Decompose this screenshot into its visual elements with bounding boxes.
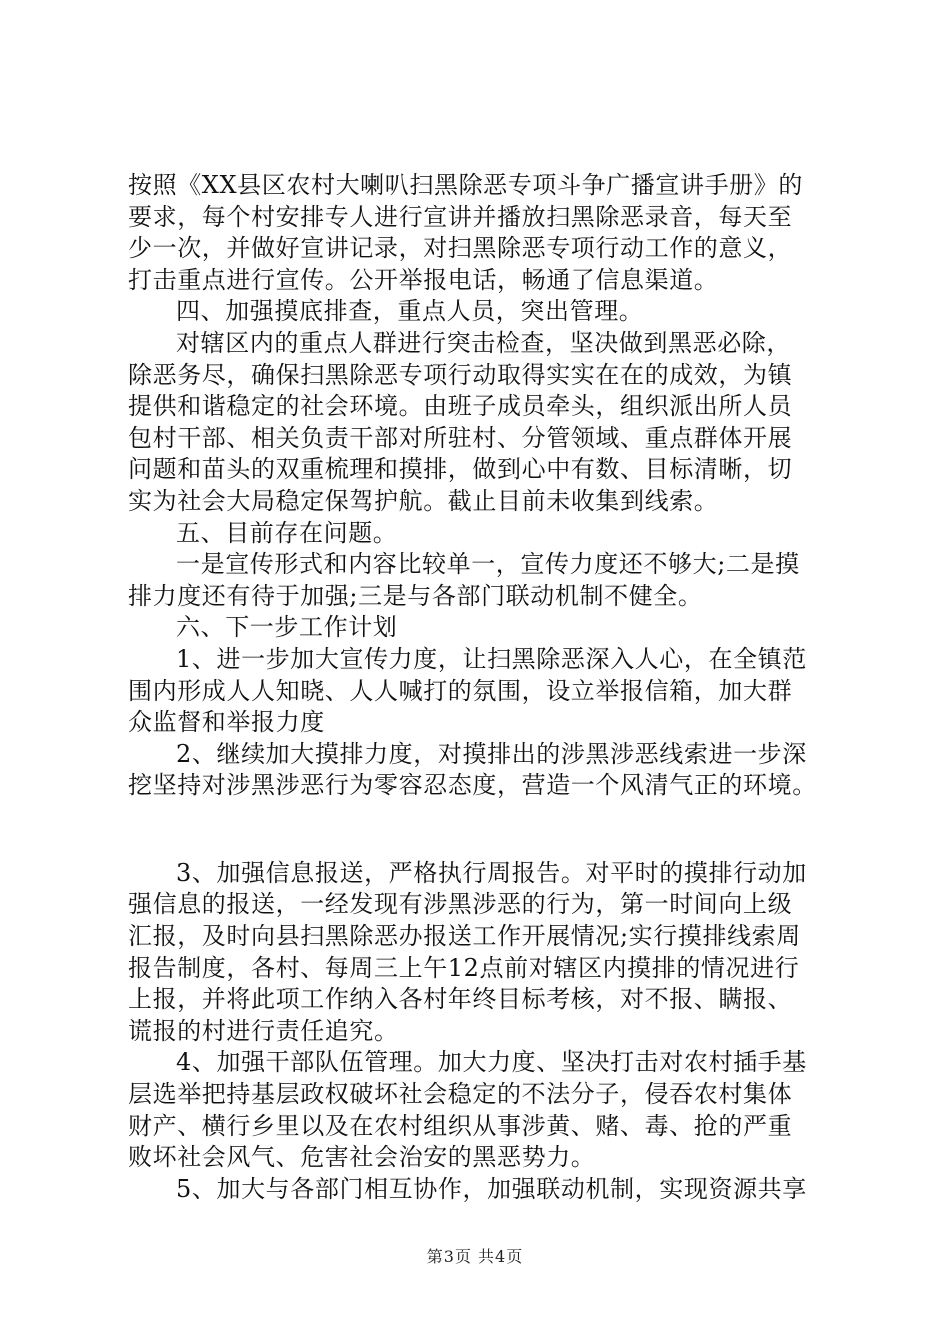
document-body bbox=[128, 170, 828, 1205]
paragraph bbox=[128, 644, 828, 739]
text-line: 2、继续加大摸排力度，对摸排出的涉黑涉恶线索进一步深 bbox=[176, 739, 807, 768]
paragraph bbox=[128, 1047, 828, 1173]
text-line: 除恶务尽，确保扫黑除恶专项行动取得实实在在的成效，为镇 bbox=[128, 360, 793, 389]
text-line: 一是宣传形式和内容比较单一，宣传力度还不够大;二是摸 bbox=[176, 550, 800, 579]
text-line: 排力度还有待于加强;三是与各部门联动机制不健全。 bbox=[128, 581, 703, 610]
text-line: 上报，并将此项工作纳入各村年终目标考核，对不报、瞒报、 bbox=[128, 985, 793, 1014]
page-footer: 第3页 共4页 bbox=[426, 1247, 524, 1266]
text-line: 包村干部、相关负责干部对所驻村、分管领域、重点群体开展 bbox=[128, 423, 793, 452]
text-line: 四、加强摸底排查，重点人员，突出管理。 bbox=[176, 297, 644, 326]
text-line: 要求，每个村安排专人进行宣讲并播放扫黑除恶录音，每天至 bbox=[128, 202, 793, 231]
text-line: 众监督和举报力度 bbox=[128, 708, 325, 737]
text-line: 问题和苗头的双重梳理和摸排，做到心中有数、目标清晰，切 bbox=[128, 455, 793, 484]
text-line: 层选举把持基层政权破坏社会稳定的不法分子，侵吞农村集体 bbox=[128, 1080, 793, 1109]
paragraph bbox=[128, 170, 828, 296]
text-line: 3、加强信息报送，严格执行周报告。对平时的摸排行动加 bbox=[176, 858, 807, 887]
text-line: 挖坚持对涉黑涉恶行为零容忍态度，营造一个风清气正的环境。 bbox=[128, 771, 817, 800]
paragraph bbox=[128, 328, 828, 518]
text-line: 1、进一步加大宣传力度，让扫黑除恶深入人心，在全镇范 bbox=[176, 644, 807, 673]
paragraph bbox=[128, 739, 828, 802]
text-line: 六、下一步工作计划 bbox=[176, 613, 398, 642]
paragraph bbox=[128, 858, 828, 1048]
paragraph bbox=[128, 612, 828, 644]
text-line: 5、加大与各部门相互协作，加强联动机制，实现资源共享 bbox=[176, 1174, 807, 1203]
text-line: 按照《XX县区农村大喇叭扫黑除恶专项斗争广播宣讲手册》的 bbox=[128, 171, 803, 199]
text-line: 谎报的村进行责任追究。 bbox=[128, 1016, 399, 1045]
text-line: 对辖区内的重点人群进行突击检查，坚决做到黑恶必除， bbox=[176, 328, 791, 357]
text-line: 报告制度，各村、每周三上午12点前对辖区内摸排的情况进行 bbox=[128, 953, 800, 982]
text-line: 五、目前存在问题。 bbox=[176, 518, 398, 547]
text-line: 财产、横行乡里以及在农村组织从事涉黄、赌、毒、抢的严重 bbox=[128, 1111, 793, 1140]
text-line: 围内形成人人知晓、人人喊打的氛围，设立举报信箱，加大群 bbox=[128, 676, 793, 705]
text-line: 提供和谐稳定的社会环境。由班子成员牵头，组织派出所人员 bbox=[128, 392, 793, 421]
paragraph bbox=[128, 518, 828, 550]
paragraph-gap bbox=[128, 802, 828, 858]
text-line: 少一次，并做好宣讲记录，对扫黑除恶专项行动工作的意义， bbox=[128, 234, 793, 263]
text-line: 实为社会大局稳定保驾护航。截止目前未收集到线索。 bbox=[128, 486, 719, 515]
text-line: 败坏社会风气、危害社会治安的黑恶势力。 bbox=[128, 1143, 596, 1172]
text-line: 强信息的报送，一经发现有涉黑涉恶的行为，第一时间向上级 bbox=[128, 890, 793, 919]
paragraph bbox=[128, 296, 828, 328]
paragraph bbox=[128, 1174, 828, 1206]
paragraph bbox=[128, 549, 828, 612]
text-line: 打击重点进行宣传。公开举报电话，畅通了信息渠道。 bbox=[128, 265, 719, 294]
text-line: 汇报，及时向县扫黑除恶办报送工作开展情况;实行摸排线索周 bbox=[128, 922, 801, 951]
text-line: 4、加强干部队伍管理。加大力度、坚决打击对农村插手基 bbox=[176, 1048, 807, 1077]
